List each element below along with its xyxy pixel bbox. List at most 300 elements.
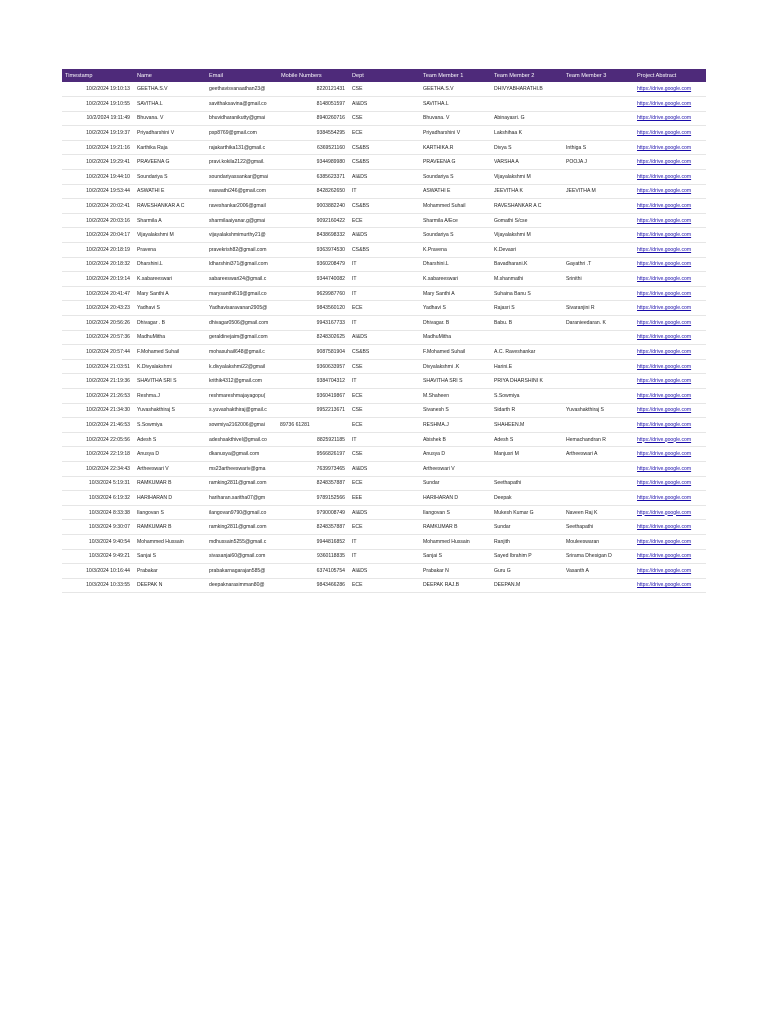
timestamp-cell[interactable]: 10/2/2024 20:57:44	[62, 345, 134, 360]
column-header-project-abstract[interactable]: Project Abstract	[637, 72, 677, 79]
team-member-3-cell[interactable]	[563, 578, 634, 593]
team-member-2-cell[interactable]: Manjusri M	[491, 447, 563, 462]
team-member-3-cell[interactable]	[563, 228, 634, 243]
timestamp-cell[interactable]: 10/2/2024 22:19:18	[62, 447, 134, 462]
timestamp-cell[interactable]: 10/2/2024 21:19:36	[62, 374, 134, 389]
team-member-2-cell[interactable]: Sundar	[491, 520, 563, 535]
team-member-1-cell[interactable]: ASWATHI E	[420, 184, 491, 199]
team-member-2-cell[interactable]: DHIVYABHARATHI.B	[491, 82, 563, 97]
mobile-cell[interactable]: 9384554295	[278, 126, 349, 141]
mobile-cell[interactable]: 9087581904	[278, 345, 349, 360]
team-member-1-cell[interactable]: Divyalakshmi .K	[420, 359, 491, 374]
timestamp-cell[interactable]: 10/2/2024 20:57:36	[62, 330, 134, 345]
dept-cell[interactable]: IT	[349, 184, 420, 199]
name-cell[interactable]: Dhivagar . B	[134, 316, 206, 331]
column-header-mobile[interactable]: Mobile Numbers	[281, 72, 322, 79]
name-cell[interactable]: K.Divyalakshmi	[134, 359, 206, 374]
team-member-3-cell[interactable]: Seethapathi	[563, 520, 634, 535]
mobile-cell[interactable]: 9789152566	[278, 491, 349, 506]
mobile-cell[interactable]: 8940260716	[278, 111, 349, 126]
email-cell[interactable]: hariharan.saritha07@gm	[206, 491, 278, 506]
email-cell[interactable]: mdhussain5255@gmail.c	[206, 534, 278, 549]
team-member-2-cell[interactable]	[491, 330, 563, 345]
mobile-cell[interactable]: 7639973465	[278, 461, 349, 476]
timestamp-cell[interactable]: 10/2/2024 20:19:14	[62, 272, 134, 287]
timestamp-cell[interactable]: 10/3/2024 8:33:38	[62, 505, 134, 520]
email-cell[interactable]: prabakarnagarajan585@	[206, 564, 278, 579]
team-member-2-cell[interactable]: Vijayalakshmi M	[491, 228, 563, 243]
team-member-3-cell[interactable]	[563, 243, 634, 258]
timestamp-cell[interactable]: 10/2/2024 20:04:17	[62, 228, 134, 243]
team-member-2-cell[interactable]: JEEVITHA K	[491, 184, 563, 199]
dept-cell[interactable]: IT	[349, 432, 420, 447]
mobile-cell[interactable]: 89736 61281	[278, 418, 349, 433]
team-member-1-cell[interactable]: Dhivagar. B	[420, 316, 491, 331]
team-member-2-cell[interactable]: Suhaina Banu S	[491, 286, 563, 301]
email-cell[interactable]: sabareeswari24@gmail.c	[206, 272, 278, 287]
project-abstract-link[interactable]: https://drive.google.com	[634, 140, 706, 155]
team-member-1-cell[interactable]: HARIHARAN D	[420, 491, 491, 506]
mobile-cell[interactable]: 9360208479	[278, 257, 349, 272]
project-abstract-link[interactable]: https://drive.google.com	[634, 403, 706, 418]
team-member-1-cell[interactable]: Anusya D	[420, 447, 491, 462]
team-member-3-cell[interactable]	[563, 126, 634, 141]
mobile-cell[interactable]: 8220121431	[278, 82, 349, 97]
team-member-3-cell[interactable]	[563, 213, 634, 228]
team-member-2-cell[interactable]: Abinayasri. G	[491, 111, 563, 126]
dept-cell[interactable]: AI&DS	[349, 97, 420, 112]
team-member-1-cell[interactable]: DEEPAK RAJ.B	[420, 578, 491, 593]
mobile-cell[interactable]: 9843466286	[278, 578, 349, 593]
dept-cell[interactable]: ECE	[349, 388, 420, 403]
project-abstract-link[interactable]: https://drive.google.com	[634, 476, 706, 491]
name-cell[interactable]: Reshma.J	[134, 388, 206, 403]
dept-cell[interactable]: IT	[349, 272, 420, 287]
email-cell[interactable]: psp8769@gmail.com	[206, 126, 278, 141]
team-member-2-cell[interactable]	[491, 97, 563, 112]
email-cell[interactable]: rajakarthika131@gmail.c	[206, 140, 278, 155]
project-abstract-link[interactable]: https://drive.google.com	[634, 228, 706, 243]
mobile-cell[interactable]: 9092160422	[278, 213, 349, 228]
timestamp-cell[interactable]: 10/2/2024 19:10:13	[62, 82, 134, 97]
name-cell[interactable]: Bhuvana. V	[134, 111, 206, 126]
dept-cell[interactable]: ECE	[349, 213, 420, 228]
name-cell[interactable]: Artheeswari V	[134, 461, 206, 476]
mobile-cell[interactable]: 9629987760	[278, 286, 349, 301]
project-abstract-link[interactable]: https://drive.google.com	[634, 432, 706, 447]
dept-cell[interactable]: CS&BS	[349, 140, 420, 155]
timestamp-cell[interactable]: 10/3/2024 9:30:07	[62, 520, 134, 535]
email-cell[interactable]: ldharshini371@gmail.com	[206, 257, 278, 272]
column-header-name[interactable]: Name	[137, 72, 152, 79]
name-cell[interactable]: GEETHA.S.V	[134, 82, 206, 97]
dept-cell[interactable]: CSE	[349, 447, 420, 462]
project-abstract-link[interactable]: https://drive.google.com	[634, 184, 706, 199]
email-cell[interactable]: k.divyalakshmi22@gmail	[206, 359, 278, 374]
team-member-2-cell[interactable]: Deepak	[491, 491, 563, 506]
project-abstract-link[interactable]: https://drive.google.com	[634, 155, 706, 170]
timestamp-cell[interactable]: 10/2/2024 19:29:41	[62, 155, 134, 170]
mobile-cell[interactable]: 9363974530	[278, 243, 349, 258]
project-abstract-link[interactable]: https://drive.google.com	[634, 505, 706, 520]
dept-cell[interactable]: ECE	[349, 126, 420, 141]
project-abstract-link[interactable]: https://drive.google.com	[634, 97, 706, 112]
email-cell[interactable]: dkanusya@gmail.com	[206, 447, 278, 462]
email-cell[interactable]: sivasanjai60@gmail.com	[206, 549, 278, 564]
dept-cell[interactable]: CS&BS	[349, 243, 420, 258]
timestamp-cell[interactable]: 10/2/2024 20:18:32	[62, 257, 134, 272]
name-cell[interactable]: K.sabareeswari	[134, 272, 206, 287]
team-member-1-cell[interactable]: SHAVITHA SRI S	[420, 374, 491, 389]
team-member-3-cell[interactable]: Srirama Dhesigan D	[563, 549, 634, 564]
mobile-cell[interactable]: 8248357887	[278, 476, 349, 491]
project-abstract-link[interactable]: https://drive.google.com	[634, 111, 706, 126]
timestamp-cell[interactable]: 10/2/2024 19:53:44	[62, 184, 134, 199]
timestamp-cell[interactable]: 10/2/2024 19:44:10	[62, 170, 134, 185]
team-member-1-cell[interactable]: Priyadharshini V	[420, 126, 491, 141]
project-abstract-link[interactable]: https://drive.google.com	[634, 549, 706, 564]
mobile-cell[interactable]: 9344989980	[278, 155, 349, 170]
team-member-3-cell[interactable]	[563, 359, 634, 374]
timestamp-cell[interactable]: 10/3/2024 6:19:32	[62, 491, 134, 506]
name-cell[interactable]: Ilangovan S	[134, 505, 206, 520]
dept-cell[interactable]: IT	[349, 286, 420, 301]
project-abstract-link[interactable]: https://drive.google.com	[634, 461, 706, 476]
team-member-3-cell[interactable]: JEEVITHA M	[563, 184, 634, 199]
name-cell[interactable]: Karthika Raja	[134, 140, 206, 155]
team-member-3-cell[interactable]	[563, 97, 634, 112]
timestamp-cell[interactable]: 10/2/2024 21:26:53	[62, 388, 134, 403]
team-member-1-cell[interactable]: K.sabareeswari	[420, 272, 491, 287]
team-member-3-cell[interactable]: Srinithi	[563, 272, 634, 287]
project-abstract-link[interactable]: https://drive.google.com	[634, 82, 706, 97]
team-member-3-cell[interactable]	[563, 461, 634, 476]
team-member-1-cell[interactable]: Abishek B	[420, 432, 491, 447]
email-cell[interactable]: easwathi246@gmail.com	[206, 184, 278, 199]
mobile-cell[interactable]: 9360419867	[278, 388, 349, 403]
timestamp-cell[interactable]: 10/2/2024 22:05:56	[62, 432, 134, 447]
team-member-3-cell[interactable]: Inthiga S	[563, 140, 634, 155]
timestamp-cell[interactable]: 10/3/2024 10:16:44	[62, 564, 134, 579]
team-member-3-cell[interactable]: Hemachandran R	[563, 432, 634, 447]
team-member-1-cell[interactable]: Ilangovan S	[420, 505, 491, 520]
name-cell[interactable]: SAVITHA.L	[134, 97, 206, 112]
timestamp-cell[interactable]: 10/2/2024 20:18:19	[62, 243, 134, 258]
project-abstract-link[interactable]: https://drive.google.com	[634, 345, 706, 360]
project-abstract-link[interactable]: https://drive.google.com	[634, 286, 706, 301]
column-header-email[interactable]: Email	[209, 72, 223, 79]
mobile-cell[interactable]: 9360118835	[278, 549, 349, 564]
team-member-3-cell[interactable]	[563, 199, 634, 214]
team-member-1-cell[interactable]: Bhuvana. V	[420, 111, 491, 126]
email-cell[interactable]: dhivagar0506@gmail.com	[206, 316, 278, 331]
dept-cell[interactable]: ECE	[349, 476, 420, 491]
team-member-1-cell[interactable]: Prabakar N	[420, 564, 491, 579]
team-member-3-cell[interactable]: Daranieedaran. K	[563, 316, 634, 331]
timestamp-cell[interactable]: 10/2/2024 19:21:16	[62, 140, 134, 155]
timestamp-cell[interactable]: 10/2/2024 20:43:23	[62, 301, 134, 316]
email-cell[interactable]: ramking2811@gmail.com	[206, 476, 278, 491]
dept-cell[interactable]: AI&DS	[349, 505, 420, 520]
team-member-3-cell[interactable]	[563, 345, 634, 360]
team-member-1-cell[interactable]: Artheeswari V	[420, 461, 491, 476]
dept-cell[interactable]: IT	[349, 534, 420, 549]
team-member-2-cell[interactable]: Adesh S	[491, 432, 563, 447]
team-member-1-cell[interactable]: Soundariya S	[420, 170, 491, 185]
mobile-cell[interactable]: 9952213671	[278, 403, 349, 418]
team-member-1-cell[interactable]: Sharmila A/Ece	[420, 213, 491, 228]
team-member-2-cell[interactable]: M.shanmathi	[491, 272, 563, 287]
timestamp-cell[interactable]: 10/2/2024 21:03:51	[62, 359, 134, 374]
project-abstract-link[interactable]: https://drive.google.com	[634, 126, 706, 141]
name-cell[interactable]: ASWATHI E	[134, 184, 206, 199]
team-member-2-cell[interactable]: VARSHA A	[491, 155, 563, 170]
team-member-2-cell[interactable]: Harini.E	[491, 359, 563, 374]
name-cell[interactable]: Sharmila A	[134, 213, 206, 228]
name-cell[interactable]: RAMKUMAR B	[134, 476, 206, 491]
name-cell[interactable]: F.Mohamed Suhail	[134, 345, 206, 360]
team-member-1-cell[interactable]: Sivanesh S	[420, 403, 491, 418]
name-cell[interactable]: MadhuMitha	[134, 330, 206, 345]
team-member-3-cell[interactable]	[563, 286, 634, 301]
team-member-3-cell[interactable]	[563, 111, 634, 126]
column-header-team-member-2[interactable]: Team Member 2	[494, 72, 535, 79]
team-member-2-cell[interactable]: DEEPAN.M	[491, 578, 563, 593]
dept-cell[interactable]: ECE	[349, 301, 420, 316]
email-cell[interactable]: deepaknarasimman80@	[206, 578, 278, 593]
email-cell[interactable]: pravi.kokila2122@gmail.	[206, 155, 278, 170]
mobile-cell[interactable]: 6374105754	[278, 564, 349, 579]
project-abstract-link[interactable]: https://drive.google.com	[634, 388, 706, 403]
team-member-1-cell[interactable]: RAMKUMAR B	[420, 520, 491, 535]
name-cell[interactable]: Yuvashakthiraj S	[134, 403, 206, 418]
project-abstract-link[interactable]: https://drive.google.com	[634, 316, 706, 331]
timestamp-cell[interactable]: 10/2/2024 20:56:26	[62, 316, 134, 331]
email-cell[interactable]: mohasuhail648@gmail.c	[206, 345, 278, 360]
mobile-cell[interactable]: 8248357887	[278, 520, 349, 535]
name-cell[interactable]: PRAVEENA G	[134, 155, 206, 170]
email-cell[interactable]: ms23artheeswariv@gma	[206, 461, 278, 476]
email-cell[interactable]: soundariyassankar@gmai	[206, 170, 278, 185]
name-cell[interactable]: Anusya D	[134, 447, 206, 462]
team-member-3-cell[interactable]: Naveen Raj K	[563, 505, 634, 520]
team-member-2-cell[interactable]: Vijayalakshmi M	[491, 170, 563, 185]
dept-cell[interactable]: AI&DS	[349, 461, 420, 476]
email-cell[interactable]: s.yuvashakthiraj@gmail.c	[206, 403, 278, 418]
timestamp-cell[interactable]: 10/2/2024 21:34:30	[62, 403, 134, 418]
mobile-cell[interactable]: 8825921185	[278, 432, 349, 447]
team-member-2-cell[interactable]: Bavadharani.K	[491, 257, 563, 272]
project-abstract-link[interactable]: https://drive.google.com	[634, 564, 706, 579]
project-abstract-link[interactable]: https://drive.google.com	[634, 491, 706, 506]
team-member-1-cell[interactable]: Mary Santhi A	[420, 286, 491, 301]
email-cell[interactable]: reshmareshmajayagopu(	[206, 388, 278, 403]
team-member-1-cell[interactable]: Dharshini.L	[420, 257, 491, 272]
team-member-3-cell[interactable]: Yuvashakthiraj S	[563, 403, 634, 418]
team-member-1-cell[interactable]: Yadhavi S	[420, 301, 491, 316]
dept-cell[interactable]: AI&DS	[349, 170, 420, 185]
name-cell[interactable]: Adesh S	[134, 432, 206, 447]
team-member-2-cell[interactable]: Guru G	[491, 564, 563, 579]
project-abstract-link[interactable]: https://drive.google.com	[634, 534, 706, 549]
email-cell[interactable]: geraldinejaim@gmail.com	[206, 330, 278, 345]
timestamp-cell[interactable]: 10/2/2024 19:11:49	[62, 111, 134, 126]
team-member-1-cell[interactable]: K.Pravena	[420, 243, 491, 258]
team-member-3-cell[interactable]	[563, 476, 634, 491]
name-cell[interactable]: Mary Santhi A	[134, 286, 206, 301]
name-cell[interactable]: Prabakar	[134, 564, 206, 579]
column-header-dept[interactable]: Dept	[352, 72, 364, 79]
project-abstract-link[interactable]: https://drive.google.com	[634, 447, 706, 462]
email-cell[interactable]: krithik4312@gmail.com	[206, 374, 278, 389]
mobile-cell[interactable]: 9384704312	[278, 374, 349, 389]
project-abstract-link[interactable]: https://drive.google.com	[634, 330, 706, 345]
dept-cell[interactable]: IT	[349, 316, 420, 331]
dept-cell[interactable]: CSE	[349, 403, 420, 418]
team-member-1-cell[interactable]: PRAVEENA G	[420, 155, 491, 170]
project-abstract-link[interactable]: https://drive.google.com	[634, 257, 706, 272]
column-header-team-member-1[interactable]: Team Member 1	[423, 72, 464, 79]
team-member-3-cell[interactable]	[563, 82, 634, 97]
name-cell[interactable]: HARIHARAN D	[134, 491, 206, 506]
dept-cell[interactable]: AI&DS	[349, 564, 420, 579]
team-member-3-cell[interactable]: Gayathri .T	[563, 257, 634, 272]
team-member-1-cell[interactable]: Sanjai S	[420, 549, 491, 564]
team-member-1-cell[interactable]: M.Shaheen	[420, 388, 491, 403]
timestamp-cell[interactable]: 10/2/2024 20:41:47	[62, 286, 134, 301]
mobile-cell[interactable]: 9943167733	[278, 316, 349, 331]
dept-cell[interactable]: IT	[349, 549, 420, 564]
team-member-1-cell[interactable]: RESHMA.J	[420, 418, 491, 433]
column-header-timestamp[interactable]: Timestamp	[65, 72, 93, 79]
team-member-2-cell[interactable]: Sayed Ibrahim P	[491, 549, 563, 564]
name-cell[interactable]: RAMKUMAR B	[134, 520, 206, 535]
team-member-2-cell[interactable]: Ranjith	[491, 534, 563, 549]
dept-cell[interactable]: CSE	[349, 111, 420, 126]
team-member-2-cell[interactable]: PRIYA DHARSHINI K	[491, 374, 563, 389]
team-member-2-cell[interactable]: Divya S	[491, 140, 563, 155]
project-abstract-link[interactable]: https://drive.google.com	[634, 170, 706, 185]
name-cell[interactable]: Mohammed Hussain	[134, 534, 206, 549]
email-cell[interactable]: geethavisvanaathan23@	[206, 82, 278, 97]
dept-cell[interactable]: AI&DS	[349, 228, 420, 243]
team-member-3-cell[interactable]	[563, 418, 634, 433]
team-member-3-cell[interactable]	[563, 330, 634, 345]
team-member-2-cell[interactable]: Mukesh Kumar G	[491, 505, 563, 520]
project-abstract-link[interactable]: https://drive.google.com	[634, 301, 706, 316]
email-cell[interactable]: bhuvidharanikutty@gmai	[206, 111, 278, 126]
team-member-2-cell[interactable]	[491, 461, 563, 476]
team-member-1-cell[interactable]: SAVITHA.L	[420, 97, 491, 112]
timestamp-cell[interactable]: 10/3/2024 10:33:55	[62, 578, 134, 593]
email-cell[interactable]: sharmilaaiyanar.g@gmai	[206, 213, 278, 228]
team-member-2-cell[interactable]: Seethapathi	[491, 476, 563, 491]
name-cell[interactable]: S.Sowmiya	[134, 418, 206, 433]
timestamp-cell[interactable]: 10/3/2024 9:40:54	[62, 534, 134, 549]
project-abstract-link[interactable]: https://drive.google.com	[634, 199, 706, 214]
email-cell[interactable]: raveshankar2006@gmail	[206, 199, 278, 214]
email-cell[interactable]: ilangovan9790@gmail.co	[206, 505, 278, 520]
name-cell[interactable]: Dharshini.L	[134, 257, 206, 272]
team-member-1-cell[interactable]: MadhuMitha	[420, 330, 491, 345]
mobile-cell[interactable]: 9360633957	[278, 359, 349, 374]
timestamp-cell[interactable]: 10/2/2024 19:19:37	[62, 126, 134, 141]
team-member-3-cell[interactable]	[563, 388, 634, 403]
name-cell[interactable]: RAVESHANKAR A C	[134, 199, 206, 214]
mobile-cell[interactable]: 9944816852	[278, 534, 349, 549]
dept-cell[interactable]: ECE	[349, 520, 420, 535]
mobile-cell[interactable]: 9566826197	[278, 447, 349, 462]
name-cell[interactable]: Soundariya S	[134, 170, 206, 185]
team-member-3-cell[interactable]	[563, 491, 634, 506]
project-abstract-link[interactable]: https://drive.google.com	[634, 520, 706, 535]
column-header-team-member-3[interactable]: Team Member 3	[566, 72, 607, 79]
mobile-cell[interactable]: 9344740082	[278, 272, 349, 287]
dept-cell[interactable]: CS&BS	[349, 345, 420, 360]
dept-cell[interactable]: ECE	[349, 418, 420, 433]
team-member-2-cell[interactable]: A.C. Raveshankar	[491, 345, 563, 360]
dept-cell[interactable]: CS&BS	[349, 199, 420, 214]
timestamp-cell[interactable]: 10/2/2024 20:02:41	[62, 199, 134, 214]
timestamp-cell[interactable]: 10/2/2024 19:10:55	[62, 97, 134, 112]
team-member-2-cell[interactable]: K.Devasri	[491, 243, 563, 258]
name-cell[interactable]: Priyadharshini V	[134, 126, 206, 141]
team-member-3-cell[interactable]: Sivaranjini R	[563, 301, 634, 316]
name-cell[interactable]: DEEPAK N	[134, 578, 206, 593]
email-cell[interactable]: savithaksavina@gmail.co	[206, 97, 278, 112]
team-member-2-cell[interactable]: RAVESHANKAR A C	[491, 199, 563, 214]
timestamp-cell[interactable]: 10/2/2024 22:34:43	[62, 461, 134, 476]
team-member-3-cell[interactable]: Mouleeswaran	[563, 534, 634, 549]
team-member-3-cell[interactable]: Artheeswari A	[563, 447, 634, 462]
team-member-2-cell[interactable]: Sidarth R	[491, 403, 563, 418]
timestamp-cell[interactable]: 10/3/2024 5:19:31	[62, 476, 134, 491]
team-member-3-cell[interactable]: POOJA J	[563, 155, 634, 170]
mobile-cell[interactable]: 9790008749	[278, 505, 349, 520]
team-member-2-cell[interactable]: S.Sowmiya	[491, 388, 563, 403]
mobile-cell[interactable]: 8248302625	[278, 330, 349, 345]
project-abstract-link[interactable]: https://drive.google.com	[634, 359, 706, 374]
mobile-cell[interactable]: 9003882240	[278, 199, 349, 214]
email-cell[interactable]: marysanthi619@gmail.co	[206, 286, 278, 301]
team-member-1-cell[interactable]: Soundariya S	[420, 228, 491, 243]
team-member-1-cell[interactable]: Mohammed Suhail	[420, 199, 491, 214]
team-member-2-cell[interactable]: SHAHEEN.M	[491, 418, 563, 433]
team-member-3-cell[interactable]: Vasanth A	[563, 564, 634, 579]
name-cell[interactable]: Yadhavi S	[134, 301, 206, 316]
mobile-cell[interactable]: 8438698332	[278, 228, 349, 243]
team-member-3-cell[interactable]	[563, 374, 634, 389]
mobile-cell[interactable]: 8428262650	[278, 184, 349, 199]
project-abstract-link[interactable]: https://drive.google.com	[634, 213, 706, 228]
name-cell[interactable]: Vijayalakshmi M	[134, 228, 206, 243]
name-cell[interactable]: Sanjai S	[134, 549, 206, 564]
name-cell[interactable]: Pravena	[134, 243, 206, 258]
email-cell[interactable]: sowmiya2162006@gmai	[206, 418, 278, 433]
team-member-2-cell[interactable]: Lakshihaa K	[491, 126, 563, 141]
dept-cell[interactable]: IT	[349, 257, 420, 272]
team-member-2-cell[interactable]: Rajasri S	[491, 301, 563, 316]
dept-cell[interactable]: CSE	[349, 359, 420, 374]
dept-cell[interactable]: AI&DS	[349, 330, 420, 345]
team-member-1-cell[interactable]: Sundar	[420, 476, 491, 491]
mobile-cell[interactable]: 6369521160	[278, 140, 349, 155]
timestamp-cell[interactable]: 10/2/2024 20:03:16	[62, 213, 134, 228]
mobile-cell[interactable]: 9843560120	[278, 301, 349, 316]
team-member-1-cell[interactable]: F.Mohamed Suhail	[420, 345, 491, 360]
dept-cell[interactable]: CS&BS	[349, 155, 420, 170]
email-cell[interactable]: adeshsakthivel@gmail.co	[206, 432, 278, 447]
